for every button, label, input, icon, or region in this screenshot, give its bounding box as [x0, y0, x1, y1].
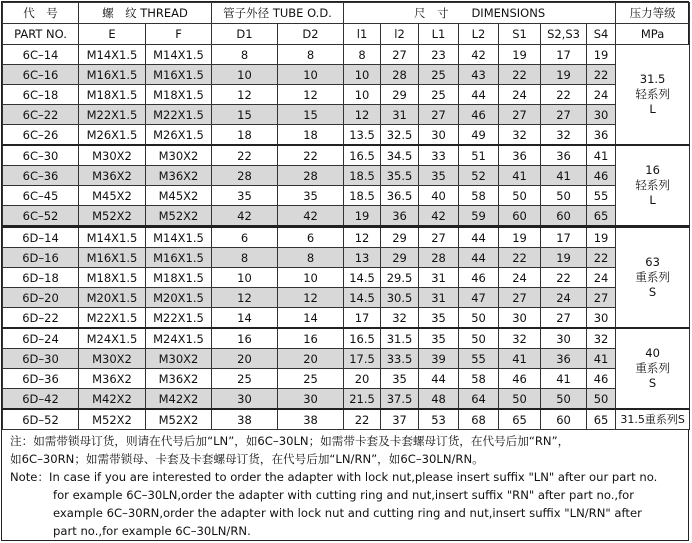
table-row [3, 125, 690, 146]
value-cell: 18 [278, 125, 344, 146]
thread-header: 螺 纹 THREAD [79, 3, 212, 24]
note-en-line-3: example 6C–30RN,order the adapter with lock nut and cutting ring and nut,insert suffix "LN/RN" after [53, 506, 642, 520]
value-cell: 31 [419, 268, 459, 288]
value-cell: 34.5 [381, 145, 419, 166]
value-cell: 6 [212, 227, 278, 248]
thread-f-header: F [146, 24, 212, 45]
value-cell: 32.5 [381, 125, 419, 146]
value-cell: 30 [499, 308, 541, 329]
value-cell: 12 [212, 288, 278, 308]
value-cell: M16X1.5 [79, 65, 146, 85]
value-cell: 15 [212, 105, 278, 125]
value-cell: 37 [381, 409, 419, 430]
part-no-cell: 6C–22 [3, 105, 79, 125]
table-row [3, 288, 690, 308]
value-cell: 13.5 [344, 125, 381, 146]
value-cell: 44 [459, 248, 499, 268]
value-cell: 31.5 [381, 328, 419, 349]
value-cell: 19 [499, 45, 541, 65]
value-cell: M42X2 [146, 389, 212, 410]
value-cell: 41 [587, 349, 616, 369]
pressure-series: 轻系列 [635, 178, 670, 192]
value-cell: 29.5 [381, 268, 419, 288]
value-cell: M18X1.5 [79, 268, 146, 288]
value-cell: 10 [278, 65, 344, 85]
value-cell: 32 [587, 328, 616, 349]
value-cell: M20X1.5 [146, 288, 212, 308]
value-cell: 19 [587, 45, 616, 65]
pressure-value: 31.5 [639, 72, 666, 86]
part-no-cell: 6D–22 [3, 308, 79, 329]
value-cell: 60 [499, 206, 541, 227]
pressure-class-cell [616, 145, 690, 227]
part-no-cell: 6C–30 [3, 145, 79, 166]
value-cell: 22 [499, 65, 541, 85]
value-cell: 36 [587, 125, 616, 146]
value-cell: M26X1.5 [146, 125, 212, 146]
table-row [3, 349, 690, 369]
value-cell: 16.5 [344, 328, 381, 349]
value-cell: 19 [541, 65, 587, 85]
value-cell: 28 [278, 166, 344, 186]
code-header: 代 号 [3, 3, 79, 24]
value-cell: 41 [541, 166, 587, 186]
value-cell: 36 [541, 349, 587, 369]
header-row-2 [3, 24, 690, 45]
value-cell: 10 [278, 268, 344, 288]
value-cell: 44 [459, 85, 499, 105]
table-row [3, 308, 690, 329]
value-cell: 46 [587, 369, 616, 389]
value-cell: 42 [278, 206, 344, 227]
table-row [3, 65, 690, 85]
value-cell: M52X2 [79, 409, 146, 430]
value-cell: 49 [459, 125, 499, 146]
value-cell: 32 [499, 125, 541, 146]
value-cell: M30X2 [146, 145, 212, 166]
value-cell: 39 [419, 349, 459, 369]
pressure-class-cell [616, 227, 690, 329]
value-cell: 29 [381, 85, 419, 105]
value-cell: M16X1.5 [146, 248, 212, 268]
value-cell: M22X1.5 [146, 105, 212, 125]
d1-header: D1 [212, 24, 278, 45]
value-cell: 55 [587, 186, 616, 206]
s4-header: S4 [587, 24, 616, 45]
value-cell: 40 [419, 186, 459, 206]
value-cell: 12 [278, 85, 344, 105]
value-cell: 41 [541, 369, 587, 389]
value-cell: 27 [381, 45, 419, 65]
value-cell: M22X1.5 [79, 105, 146, 125]
value-cell: 20 [278, 349, 344, 369]
value-cell: M45X2 [79, 186, 146, 206]
pressure-header: 压力等级 [616, 3, 690, 24]
value-cell: 32 [541, 125, 587, 146]
header-row-1 [3, 3, 690, 24]
value-cell: 30.5 [381, 288, 419, 308]
value-cell: 12 [344, 227, 381, 248]
value-cell: 24 [541, 288, 587, 308]
value-cell: 22 [499, 248, 541, 268]
value-cell: 48 [419, 389, 459, 410]
pressure-code: S [648, 376, 657, 390]
pressure-value: 40 [645, 346, 660, 360]
value-cell: 35 [419, 328, 459, 349]
part-no-cell: 6C–45 [3, 186, 79, 206]
part-no-cell: 6C–16 [3, 65, 79, 85]
pressure-series: 重系列 [635, 270, 670, 284]
value-cell: 30 [278, 389, 344, 410]
value-cell: 27 [499, 288, 541, 308]
value-cell: M18X1.5 [146, 85, 212, 105]
value-cell: 18.5 [344, 166, 381, 186]
value-cell: 22 [587, 65, 616, 85]
value-cell: 30 [587, 105, 616, 125]
value-cell: 16 [278, 328, 344, 349]
value-cell: 19 [499, 227, 541, 248]
part-no-cell: 6D–16 [3, 248, 79, 268]
value-cell: M24X1.5 [146, 328, 212, 349]
value-cell: M14X1.5 [146, 227, 212, 248]
pressure-value: 63 [645, 255, 660, 269]
value-cell: 30 [587, 308, 616, 329]
table-row [3, 166, 690, 186]
value-cell: 8 [344, 45, 381, 65]
table-row [3, 409, 690, 430]
pressure-code: L [649, 102, 656, 116]
value-cell: M52X2 [146, 206, 212, 227]
value-cell: 16 [212, 328, 278, 349]
pressure-value: 16 [645, 163, 660, 177]
value-cell: M16X1.5 [146, 65, 212, 85]
value-cell: 16.5 [344, 145, 381, 166]
value-cell: 35 [381, 369, 419, 389]
value-cell: 35 [419, 308, 459, 329]
value-cell: 19 [541, 248, 587, 268]
tube-header: 管子外径 TUBE O.D. [212, 3, 344, 24]
value-cell: 36.5 [381, 186, 419, 206]
part-no-cell: 6C–36 [3, 166, 79, 186]
pressure-code: S [648, 285, 657, 299]
value-cell: 25 [419, 85, 459, 105]
value-cell: 46 [587, 166, 616, 186]
note-en-line-1: Note：In case if you are interested to order the adapter with lock nut,please insert suffix "LN" after our part no. [10, 470, 658, 484]
note-en-line-2: for example 6C–30LN,order the adapter with cutting ring and nut,insert suffix "RN" after part no.,for [53, 488, 635, 502]
value-cell: 22 [541, 85, 587, 105]
spec-sheet [1, 1, 689, 541]
value-cell: M36X2 [146, 369, 212, 389]
value-cell: 10 [212, 268, 278, 288]
value-cell: 50 [499, 389, 541, 410]
value-cell: M18X1.5 [146, 268, 212, 288]
value-cell: 24 [587, 268, 616, 288]
value-cell: M30X2 [79, 349, 146, 369]
value-cell: 14.5 [344, 268, 381, 288]
value-cell: 18 [212, 125, 278, 146]
value-cell: M20X1.5 [79, 288, 146, 308]
value-cell: 12 [212, 85, 278, 105]
value-cell: 6 [278, 227, 344, 248]
value-cell: 32 [499, 328, 541, 349]
value-cell: 38 [212, 409, 278, 430]
pressure-series: 轻系列 [635, 87, 670, 101]
table-row [3, 186, 690, 206]
value-cell: 27 [419, 227, 459, 248]
part-no-header: PART NO. [3, 24, 79, 45]
value-cell: 28 [419, 248, 459, 268]
value-cell: 50 [499, 186, 541, 206]
s2s3-header: S2,S3 [541, 24, 587, 45]
value-cell: 28 [212, 166, 278, 186]
value-cell: 35 [278, 186, 344, 206]
value-cell: 27 [419, 105, 459, 125]
value-cell: 50 [541, 186, 587, 206]
value-cell: 36 [499, 145, 541, 166]
pressure-code: L [649, 193, 656, 207]
table-row [3, 45, 690, 65]
table-row [3, 227, 690, 248]
value-cell: 59 [459, 206, 499, 227]
part-no-cell: 6D–36 [3, 369, 79, 389]
part-no-cell: 6C–18 [3, 85, 79, 105]
value-cell: 17 [541, 45, 587, 65]
value-cell: 36 [541, 145, 587, 166]
value-cell: 27 [587, 288, 616, 308]
value-cell: 36 [381, 206, 419, 227]
table-row [3, 206, 690, 227]
note-cn-line-1: 注：如需带锁母订货，则请在代号后加“LN”，如6C–30LN；如需带卡套及卡套螺母订货，在代号后加“RN”， [10, 434, 570, 448]
value-cell: M14X1.5 [79, 227, 146, 248]
value-cell: 37.5 [381, 389, 419, 410]
value-cell: 42 [459, 45, 499, 65]
value-cell: 53 [419, 409, 459, 430]
value-cell: M45X2 [146, 186, 212, 206]
value-cell: 22 [344, 409, 381, 430]
value-cell: 30 [212, 389, 278, 410]
value-cell: 8 [278, 45, 344, 65]
value-cell: 28 [381, 65, 419, 85]
pressure-class-cell [616, 328, 690, 409]
value-cell: 8 [212, 45, 278, 65]
value-cell: M22X1.5 [146, 308, 212, 329]
value-cell: 29 [381, 248, 419, 268]
value-cell: 42 [212, 206, 278, 227]
pressure-class-cell [616, 45, 690, 146]
value-cell: 24 [587, 85, 616, 105]
value-cell: 50 [541, 389, 587, 410]
table-row [3, 268, 690, 288]
value-cell: 65 [587, 409, 616, 430]
value-cell: 31 [419, 288, 459, 308]
value-cell: 10 [212, 65, 278, 85]
table-row [3, 389, 690, 410]
value-cell: 46 [459, 105, 499, 125]
value-cell: 41 [587, 145, 616, 166]
value-cell: 25 [419, 65, 459, 85]
value-cell: 14 [212, 308, 278, 329]
value-cell: 32 [381, 308, 419, 329]
value-cell: 33.5 [381, 349, 419, 369]
s1-header: S1 [499, 24, 541, 45]
value-cell: 65 [499, 409, 541, 430]
value-cell: 25 [212, 369, 278, 389]
value-cell: M52X2 [146, 409, 212, 430]
value-cell: 44 [459, 227, 499, 248]
value-cell: 43 [459, 65, 499, 85]
value-cell: M30X2 [146, 349, 212, 369]
value-cell: 68 [459, 409, 499, 430]
value-cell: 24 [499, 85, 541, 105]
value-cell: 21.5 [344, 389, 381, 410]
value-cell: 60 [541, 206, 587, 227]
value-cell: 52 [459, 166, 499, 186]
part-no-cell: 6C–52 [3, 206, 79, 227]
value-cell: 8 [212, 248, 278, 268]
value-cell: M36X2 [146, 166, 212, 186]
value-cell: M18X1.5 [79, 85, 146, 105]
part-no-cell: 6D–18 [3, 268, 79, 288]
part-no-cell: 6C–14 [3, 45, 79, 65]
table-row [3, 248, 690, 268]
value-cell: 33 [419, 145, 459, 166]
value-cell: 41 [499, 166, 541, 186]
value-cell: M24X1.5 [79, 328, 146, 349]
value-cell: 27 [499, 105, 541, 125]
value-cell: 46 [499, 369, 541, 389]
part-no-cell: 6D–42 [3, 389, 79, 410]
l2-small-header: l2 [381, 24, 419, 45]
value-cell: M42X2 [79, 389, 146, 410]
value-cell: 24 [499, 268, 541, 288]
table-row [3, 105, 690, 125]
value-cell: M52X2 [79, 206, 146, 227]
value-cell: 20 [344, 369, 381, 389]
dimension-table [2, 2, 690, 430]
note-en-line-4: part no.,for example 6C–30LN/RN. [53, 524, 251, 538]
value-cell: 10 [344, 85, 381, 105]
value-cell: 38 [278, 409, 344, 430]
value-cell: 12 [344, 105, 381, 125]
value-cell: 42 [419, 206, 459, 227]
mpa-unit-header: MPa [616, 24, 690, 45]
value-cell: 60 [541, 409, 587, 430]
value-cell: 64 [459, 389, 499, 410]
table-row [3, 369, 690, 389]
value-cell: 35 [212, 186, 278, 206]
value-cell: 19 [344, 206, 381, 227]
value-cell: 15 [278, 105, 344, 125]
pressure-value: 31.5重系列S [620, 413, 685, 426]
value-cell: 22 [587, 248, 616, 268]
value-cell: M26X1.5 [79, 125, 146, 146]
value-cell: 65 [587, 206, 616, 227]
value-cell: 22 [212, 145, 278, 166]
value-cell: 30 [541, 328, 587, 349]
value-cell: 17 [344, 308, 381, 329]
value-cell: 55 [459, 349, 499, 369]
value-cell: 14 [278, 308, 344, 329]
value-cell: 20 [212, 349, 278, 369]
table-row [3, 85, 690, 105]
part-no-cell: 6D–30 [3, 349, 79, 369]
part-no-cell: 6D–20 [3, 288, 79, 308]
value-cell: 8 [278, 248, 344, 268]
value-cell: 44 [419, 369, 459, 389]
table-row [3, 145, 690, 166]
value-cell: 10 [344, 65, 381, 85]
value-cell: 27 [541, 105, 587, 125]
part-no-cell: 6C–26 [3, 125, 79, 146]
value-cell: 46 [459, 268, 499, 288]
part-no-cell: 6D–14 [3, 227, 79, 248]
part-no-cell: 6D–24 [3, 328, 79, 349]
value-cell: 14.5 [344, 288, 381, 308]
part-no-cell: 6D–52 [3, 409, 79, 430]
value-cell: 50 [459, 308, 499, 329]
value-cell: 17.5 [344, 349, 381, 369]
value-cell: 51 [459, 145, 499, 166]
value-cell: 35 [419, 166, 459, 186]
table-row [3, 328, 690, 349]
pressure-series: 重系列 [635, 361, 670, 375]
value-cell: 58 [459, 369, 499, 389]
value-cell: 25 [278, 369, 344, 389]
note-cn-line-2: 如6C–30RN；如需带锁母、卡套及卡套螺母订货，在代号后加“LN/RN”，如6C–30LN/RN。 [10, 452, 484, 466]
d2-header: D2 [278, 24, 344, 45]
value-cell: M14X1.5 [79, 45, 146, 65]
value-cell: 58 [459, 186, 499, 206]
pressure-class-cell [616, 409, 690, 430]
thread-e-header: E [79, 24, 146, 45]
value-cell: M22X1.5 [79, 308, 146, 329]
L1-header: L1 [419, 24, 459, 45]
value-cell: 19 [587, 227, 616, 248]
value-cell: M14X1.5 [146, 45, 212, 65]
value-cell: 27 [541, 308, 587, 329]
value-cell: 47 [459, 288, 499, 308]
value-cell: 41 [499, 349, 541, 369]
value-cell: 31 [381, 105, 419, 125]
value-cell: 50 [459, 328, 499, 349]
value-cell: M36X2 [79, 369, 146, 389]
value-cell: 12 [278, 288, 344, 308]
notes-block [10, 432, 686, 540]
value-cell: 22 [278, 145, 344, 166]
value-cell: 17 [541, 227, 587, 248]
value-cell: 50 [587, 389, 616, 410]
value-cell: 29 [381, 227, 419, 248]
value-cell: M36X2 [79, 166, 146, 186]
value-cell: M30X2 [79, 145, 146, 166]
value-cell: 13 [344, 248, 381, 268]
value-cell: 35.5 [381, 166, 419, 186]
dimensions-header: 尺 寸 DIMENSIONS [344, 3, 616, 24]
value-cell: 22 [541, 268, 587, 288]
L2-header: L2 [459, 24, 499, 45]
value-cell: M16X1.5 [79, 248, 146, 268]
value-cell: 23 [419, 45, 459, 65]
value-cell: 30 [419, 125, 459, 146]
value-cell: 18.5 [344, 186, 381, 206]
l1-small-header: l1 [344, 24, 381, 45]
